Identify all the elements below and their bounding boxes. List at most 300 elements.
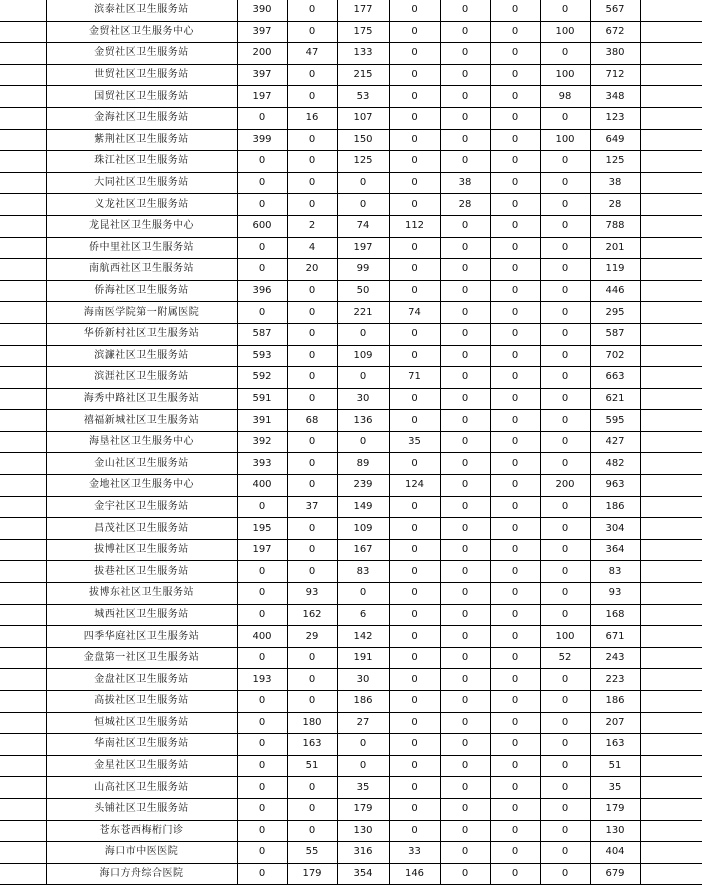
table-row [0, 107, 702, 129]
table-row [0, 237, 702, 259]
value-cell: 712 [590, 64, 640, 86]
value-cell: 672 [590, 21, 640, 43]
value-cell: 130 [337, 820, 389, 842]
value-cell: 0 [237, 734, 287, 756]
value-cell: 0 [540, 194, 590, 216]
remarks-cell [640, 647, 702, 669]
index-cell [0, 259, 46, 281]
table-row [0, 842, 702, 864]
value-cell: 621 [590, 388, 640, 410]
table-row [0, 777, 702, 799]
value-cell: 0 [440, 475, 490, 497]
value-cell: 0 [540, 43, 590, 65]
index-cell [0, 280, 46, 302]
value-cell: 0 [287, 820, 337, 842]
value-cell: 0 [389, 777, 440, 799]
table-row [0, 64, 702, 86]
value-cell: 0 [440, 64, 490, 86]
index-cell [0, 367, 46, 389]
value-cell: 163 [590, 734, 640, 756]
value-cell: 0 [440, 107, 490, 129]
value-cell: 0 [540, 172, 590, 194]
value-cell: 0 [237, 151, 287, 173]
value-cell: 47 [287, 43, 337, 65]
facility-name-cell: 金山社区卫生服务站 [46, 453, 237, 475]
value-cell: 0 [389, 755, 440, 777]
value-cell: 71 [389, 367, 440, 389]
value-cell: 109 [337, 345, 389, 367]
value-cell: 0 [540, 345, 590, 367]
value-cell: 0 [490, 410, 540, 432]
facility-name-cell: 头铺社区卫生服务站 [46, 798, 237, 820]
value-cell: 0 [237, 691, 287, 713]
value-cell: 0 [490, 259, 540, 281]
value-cell: 6 [337, 604, 389, 626]
value-cell: 0 [237, 107, 287, 129]
value-cell: 179 [590, 798, 640, 820]
value-cell: 0 [540, 431, 590, 453]
value-cell: 0 [337, 323, 389, 345]
value-cell: 0 [440, 518, 490, 540]
remarks-cell [640, 734, 702, 756]
table-row [0, 669, 702, 691]
index-cell [0, 129, 46, 151]
table-row [0, 798, 702, 820]
remarks-cell [640, 863, 702, 885]
table-row [0, 43, 702, 65]
table-row [0, 626, 702, 648]
value-cell: 0 [287, 777, 337, 799]
value-cell: 0 [237, 237, 287, 259]
remarks-cell [640, 410, 702, 432]
value-cell: 0 [490, 496, 540, 518]
value-cell: 0 [540, 367, 590, 389]
remarks-cell [640, 755, 702, 777]
value-cell: 0 [440, 43, 490, 65]
value-cell: 0 [389, 129, 440, 151]
value-cell: 0 [540, 302, 590, 324]
value-cell: 0 [490, 21, 540, 43]
value-cell: 0 [389, 151, 440, 173]
facility-name-cell: 禧福新城社区卫生服务站 [46, 410, 237, 432]
remarks-cell [640, 712, 702, 734]
value-cell: 200 [237, 43, 287, 65]
value-cell: 0 [389, 388, 440, 410]
index-cell [0, 410, 46, 432]
value-cell: 133 [337, 43, 389, 65]
value-cell: 0 [287, 86, 337, 108]
remarks-cell [640, 561, 702, 583]
table-row [0, 345, 702, 367]
index-cell [0, 237, 46, 259]
remarks-cell [640, 691, 702, 713]
value-cell: 0 [389, 647, 440, 669]
value-cell: 404 [590, 842, 640, 864]
value-cell: 0 [540, 151, 590, 173]
value-cell: 0 [540, 798, 590, 820]
value-cell: 0 [237, 604, 287, 626]
value-cell: 0 [540, 280, 590, 302]
facility-name-cell: 南航西社区卫生服务站 [46, 259, 237, 281]
value-cell: 0 [389, 259, 440, 281]
value-cell: 100 [540, 21, 590, 43]
value-cell: 0 [389, 734, 440, 756]
value-cell: 0 [490, 820, 540, 842]
value-cell: 0 [440, 842, 490, 864]
index-cell [0, 647, 46, 669]
index-cell [0, 323, 46, 345]
value-cell: 0 [540, 583, 590, 605]
value-cell: 93 [287, 583, 337, 605]
value-cell: 591 [237, 388, 287, 410]
value-cell: 0 [490, 777, 540, 799]
value-cell: 0 [389, 43, 440, 65]
table-row [0, 367, 702, 389]
value-cell: 0 [287, 367, 337, 389]
value-cell: 179 [337, 798, 389, 820]
facility-name-cell: 海秀中路社区卫生服务站 [46, 388, 237, 410]
remarks-cell [640, 129, 702, 151]
table-row [0, 863, 702, 885]
value-cell: 0 [440, 302, 490, 324]
value-cell: 0 [490, 755, 540, 777]
index-cell [0, 583, 46, 605]
index-cell [0, 43, 46, 65]
value-cell: 0 [490, 669, 540, 691]
value-cell: 0 [237, 798, 287, 820]
value-cell: 0 [287, 647, 337, 669]
index-cell [0, 302, 46, 324]
index-cell [0, 215, 46, 237]
remarks-cell [640, 453, 702, 475]
value-cell: 0 [237, 172, 287, 194]
value-cell: 380 [590, 43, 640, 65]
value-cell: 0 [440, 345, 490, 367]
value-cell: 50 [337, 280, 389, 302]
table-row [0, 410, 702, 432]
value-cell: 0 [287, 194, 337, 216]
value-cell: 390 [237, 0, 287, 21]
value-cell: 0 [287, 280, 337, 302]
value-cell: 0 [540, 863, 590, 885]
facility-name-cell: 四季华庭社区卫生服务站 [46, 626, 237, 648]
value-cell: 29 [287, 626, 337, 648]
value-cell: 180 [287, 712, 337, 734]
value-cell: 175 [337, 21, 389, 43]
value-cell: 83 [337, 561, 389, 583]
value-cell: 0 [389, 323, 440, 345]
value-cell: 197 [237, 86, 287, 108]
value-cell: 28 [590, 194, 640, 216]
value-cell: 0 [490, 43, 540, 65]
value-cell: 0 [540, 237, 590, 259]
value-cell: 0 [337, 431, 389, 453]
table-row [0, 755, 702, 777]
value-cell: 0 [337, 755, 389, 777]
value-cell: 223 [590, 669, 640, 691]
index-cell [0, 842, 46, 864]
value-cell: 195 [237, 518, 287, 540]
value-cell: 0 [490, 280, 540, 302]
index-cell [0, 561, 46, 583]
remarks-cell [640, 194, 702, 216]
value-cell: 0 [287, 518, 337, 540]
value-cell: 100 [540, 626, 590, 648]
value-cell: 0 [389, 604, 440, 626]
value-cell: 0 [540, 842, 590, 864]
value-cell: 0 [540, 691, 590, 713]
value-cell: 16 [287, 107, 337, 129]
index-cell [0, 518, 46, 540]
value-cell: 0 [540, 215, 590, 237]
value-cell: 0 [440, 712, 490, 734]
value-cell: 52 [540, 647, 590, 669]
index-cell [0, 777, 46, 799]
value-cell: 0 [540, 107, 590, 129]
value-cell: 0 [490, 388, 540, 410]
table-row [0, 820, 702, 842]
remarks-cell [640, 367, 702, 389]
value-cell: 0 [440, 669, 490, 691]
value-cell: 0 [287, 669, 337, 691]
value-cell: 124 [389, 475, 440, 497]
index-cell [0, 345, 46, 367]
value-cell: 0 [389, 21, 440, 43]
remarks-cell [640, 345, 702, 367]
remarks-cell [640, 518, 702, 540]
table-row [0, 86, 702, 108]
remarks-cell [640, 604, 702, 626]
remarks-cell [640, 107, 702, 129]
value-cell: 0 [389, 561, 440, 583]
value-cell: 68 [287, 410, 337, 432]
value-cell: 100 [540, 129, 590, 151]
remarks-cell [640, 626, 702, 648]
value-cell: 0 [490, 604, 540, 626]
facility-name-cell: 拔博东社区卫生服务站 [46, 583, 237, 605]
table-row [0, 453, 702, 475]
index-cell [0, 475, 46, 497]
value-cell: 0 [237, 712, 287, 734]
value-cell: 0 [287, 64, 337, 86]
value-cell: 0 [389, 280, 440, 302]
value-cell: 0 [237, 842, 287, 864]
value-cell: 162 [287, 604, 337, 626]
table-row [0, 496, 702, 518]
value-cell: 200 [540, 475, 590, 497]
value-cell: 89 [337, 453, 389, 475]
remarks-cell [640, 43, 702, 65]
value-cell: 587 [237, 323, 287, 345]
facility-name-cell: 侨中里社区卫生服务站 [46, 237, 237, 259]
value-cell: 0 [337, 734, 389, 756]
facility-name-cell: 海口方舟综合医院 [46, 863, 237, 885]
value-cell: 0 [540, 777, 590, 799]
value-cell: 0 [440, 561, 490, 583]
value-cell: 0 [389, 712, 440, 734]
value-cell: 239 [337, 475, 389, 497]
remarks-cell [640, 21, 702, 43]
value-cell: 0 [237, 863, 287, 885]
value-cell: 400 [237, 475, 287, 497]
value-cell: 0 [540, 388, 590, 410]
value-cell: 0 [337, 194, 389, 216]
value-cell: 83 [590, 561, 640, 583]
value-cell: 35 [389, 431, 440, 453]
table-row [0, 172, 702, 194]
value-cell: 0 [389, 172, 440, 194]
index-cell [0, 712, 46, 734]
value-cell: 123 [590, 107, 640, 129]
value-cell: 0 [237, 561, 287, 583]
remarks-cell [640, 0, 702, 21]
remarks-cell [640, 777, 702, 799]
value-cell: 125 [590, 151, 640, 173]
value-cell: 0 [490, 129, 540, 151]
value-cell: 0 [490, 475, 540, 497]
value-cell: 0 [490, 518, 540, 540]
value-cell: 93 [590, 583, 640, 605]
value-cell: 0 [440, 215, 490, 237]
value-cell: 27 [337, 712, 389, 734]
value-cell: 0 [440, 777, 490, 799]
index-cell [0, 798, 46, 820]
facility-name-cell: 拔博社区卫生服务站 [46, 539, 237, 561]
facility-name-cell: 海垦社区卫生服务中心 [46, 431, 237, 453]
remarks-cell [640, 323, 702, 345]
facility-name-cell: 侨海社区卫生服务站 [46, 280, 237, 302]
value-cell: 0 [237, 647, 287, 669]
value-cell: 348 [590, 86, 640, 108]
value-cell: 0 [237, 777, 287, 799]
value-cell: 0 [287, 798, 337, 820]
value-cell: 397 [237, 64, 287, 86]
facility-name-cell: 义龙社区卫生服务站 [46, 194, 237, 216]
value-cell: 0 [287, 431, 337, 453]
value-cell: 0 [237, 496, 287, 518]
value-cell: 0 [389, 194, 440, 216]
remarks-cell [640, 583, 702, 605]
remarks-cell [640, 215, 702, 237]
value-cell: 0 [490, 323, 540, 345]
value-cell: 0 [440, 410, 490, 432]
index-cell [0, 194, 46, 216]
value-cell: 51 [590, 755, 640, 777]
value-cell: 396 [237, 280, 287, 302]
value-cell: 0 [490, 86, 540, 108]
index-cell [0, 755, 46, 777]
facility-name-cell: 华南社区卫生服务站 [46, 734, 237, 756]
value-cell: 0 [440, 453, 490, 475]
value-cell: 0 [440, 86, 490, 108]
value-cell: 107 [337, 107, 389, 129]
value-cell: 28 [440, 194, 490, 216]
value-cell: 207 [590, 712, 640, 734]
table-row [0, 712, 702, 734]
value-cell: 0 [490, 107, 540, 129]
value-cell: 0 [490, 151, 540, 173]
facility-name-cell: 海南医学院第一附属医院 [46, 302, 237, 324]
value-cell: 0 [287, 302, 337, 324]
value-cell: 0 [440, 431, 490, 453]
value-cell: 671 [590, 626, 640, 648]
value-cell: 0 [490, 798, 540, 820]
value-cell: 149 [337, 496, 389, 518]
value-cell: 0 [490, 842, 540, 864]
remarks-cell [640, 539, 702, 561]
value-cell: 0 [287, 388, 337, 410]
index-cell [0, 453, 46, 475]
value-cell: 142 [337, 626, 389, 648]
facility-name-cell: 金地社区卫生服务中心 [46, 475, 237, 497]
value-cell: 74 [389, 302, 440, 324]
value-cell: 0 [440, 647, 490, 669]
remarks-cell [640, 86, 702, 108]
value-cell: 0 [389, 107, 440, 129]
value-cell: 35 [337, 777, 389, 799]
value-cell: 593 [237, 345, 287, 367]
table-row [0, 323, 702, 345]
value-cell: 221 [337, 302, 389, 324]
facility-name-cell: 龙昆社区卫生服务中心 [46, 215, 237, 237]
value-cell: 38 [590, 172, 640, 194]
remarks-cell [640, 172, 702, 194]
value-cell: 0 [237, 583, 287, 605]
value-cell: 0 [490, 215, 540, 237]
index-cell [0, 64, 46, 86]
facility-name-cell: 紫荆社区卫生服务站 [46, 129, 237, 151]
value-cell: 0 [540, 604, 590, 626]
value-cell: 0 [337, 172, 389, 194]
value-cell: 0 [287, 691, 337, 713]
value-cell: 0 [389, 496, 440, 518]
value-cell: 197 [237, 539, 287, 561]
facility-name-cell: 金星社区卫生服务站 [46, 755, 237, 777]
value-cell: 0 [287, 475, 337, 497]
remarks-cell [640, 302, 702, 324]
value-cell: 0 [389, 453, 440, 475]
value-cell: 0 [540, 539, 590, 561]
value-cell: 167 [337, 539, 389, 561]
value-cell: 146 [389, 863, 440, 885]
value-cell: 400 [237, 626, 287, 648]
value-cell: 243 [590, 647, 640, 669]
table-row [0, 734, 702, 756]
facility-name-cell: 滨泰社区卫生服务站 [46, 0, 237, 21]
value-cell: 191 [337, 647, 389, 669]
value-cell: 53 [337, 86, 389, 108]
value-cell: 295 [590, 302, 640, 324]
value-cell: 37 [287, 496, 337, 518]
value-cell: 0 [540, 561, 590, 583]
facility-name-cell: 金宇社区卫生服务站 [46, 496, 237, 518]
value-cell: 109 [337, 518, 389, 540]
table-row [0, 259, 702, 281]
value-cell: 0 [490, 431, 540, 453]
value-cell: 0 [540, 453, 590, 475]
value-cell: 130 [590, 820, 640, 842]
value-cell: 0 [490, 367, 540, 389]
value-cell: 788 [590, 215, 640, 237]
value-cell: 0 [389, 410, 440, 432]
value-cell: 0 [287, 561, 337, 583]
index-cell [0, 431, 46, 453]
table-row [0, 691, 702, 713]
value-cell: 0 [540, 0, 590, 21]
value-cell: 354 [337, 863, 389, 885]
table-row [0, 518, 702, 540]
value-cell: 963 [590, 475, 640, 497]
